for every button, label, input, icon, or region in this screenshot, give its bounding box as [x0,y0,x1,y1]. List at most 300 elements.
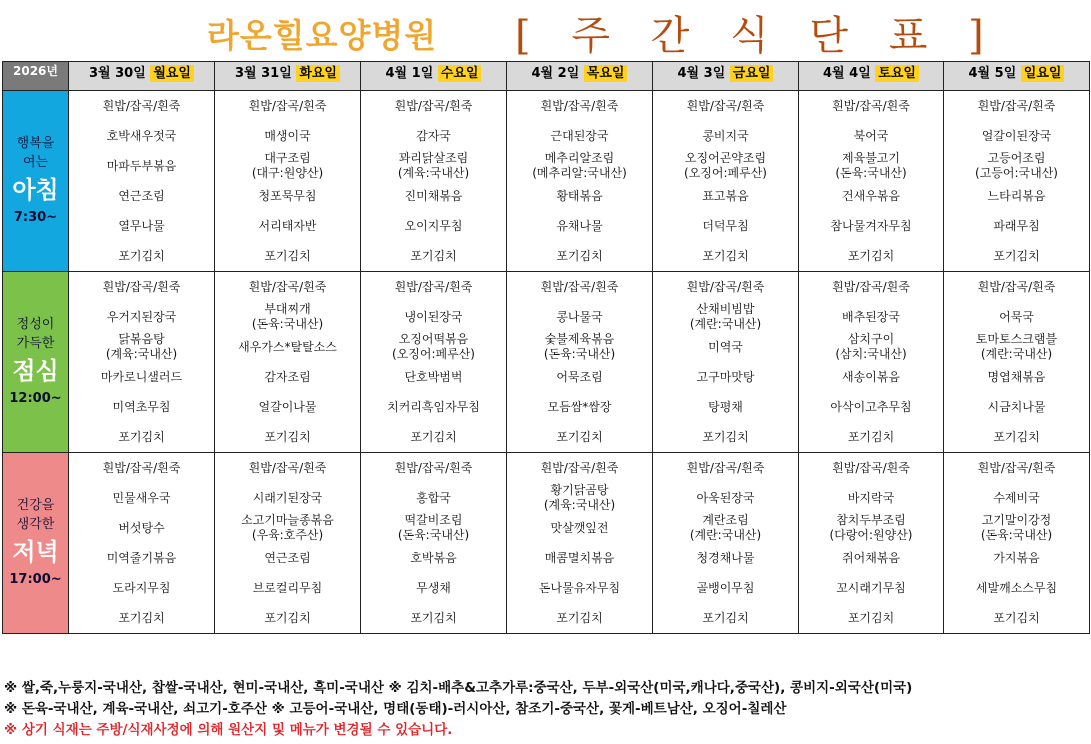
menu-item-text: 산채비빔밥 [696,302,755,316]
menu-item [944,302,1089,332]
menu-item [215,332,360,362]
menu-item [653,513,798,543]
day-menu-cell [944,453,1090,634]
menu-item-text: (돈육:국내산) [543,347,616,361]
menu-item-text: (대구:원양산) [251,166,324,180]
date-label: 4월 3일 [677,66,726,81]
menu-item-text: 포기김치 [410,429,457,444]
date-label: 4월 4일 [823,66,871,81]
menu-item [69,603,214,633]
menu-item-text: 미역초무침 [112,399,171,414]
menu-item [507,332,652,362]
origin-notes [4,678,912,741]
menu-item-text: 흰밥/잡곡/흰죽 [540,460,619,475]
day-menu-cell [799,91,944,272]
menu-item [799,422,943,452]
menu-item-text: 탕평채 [708,399,743,414]
menu-item-text: 오징어곤약조림 [684,151,767,165]
menu-item [361,181,506,211]
meal-name: 점심 [12,357,59,385]
menu-item-text: 포기김치 [410,610,457,625]
menu-item [69,573,214,603]
day-header [215,62,361,91]
menu-item [361,362,506,392]
menu-item [507,543,652,573]
menu-item-text: 꽈리닭살조림 [398,151,469,165]
menu-item-text: 콩비지국 [702,128,749,143]
menu-item-text: 참치두부조림 [836,513,906,527]
menu-item-text: 쥐어채볶음 [842,550,900,565]
weekday-label: 화요일 [296,65,340,82]
menu-item-text: 어묵국 [999,309,1034,324]
menu-item [653,211,798,241]
menu-item-text: 열무나물 [118,218,165,233]
menu-item [69,453,214,483]
menu-item [799,453,943,483]
menu-item-text: 건새우볶음 [842,188,900,203]
menu-item-text: 대구조림 [264,151,311,165]
menu-item [507,302,652,332]
menu-item-text: 포기김치 [556,610,603,625]
menu-item-text: 호박새우젓국 [106,128,177,143]
menu-item [361,392,506,422]
weekday-label: 목요일 [584,65,628,82]
day-menu-cell [507,91,653,272]
menu-item-text: 포기김치 [702,610,749,625]
menu-item-text: 포기김치 [702,248,749,263]
origin-note-1: ※ 쌀,죽,누룽지-국내산, 찹쌀-국내산, 현미-국내산, 흑미-국내산 ※ 김치-배추&고추가루:중국산, 두부-외국산(미국,캐나다,중국산), 콩비지-외국산(미국) [4,680,913,696]
menu-item [799,332,943,362]
menu-item [653,272,798,302]
menu-item-text: 오이지무침 [404,218,463,233]
meal-row [3,91,1090,272]
day-menu-cell [69,272,215,453]
menu-item [944,453,1089,483]
menu-item-text: 흰밥/잡곡/흰죽 [102,279,181,294]
page-title: [ 주 간 식 단 표 ] [515,13,998,59]
menu-item-text: 오징어떡볶음 [398,332,469,346]
menu-item-text: 포기김치 [556,248,603,263]
origin-note-2: ※ 돈육-국내산, 계육-국내산, 쇠고기-호주산 ※ 고등어-국내산, 명태(동태)-러시아산, 참조기-중국산, 꽃게-베트남산, 오징어-칠레산 [4,701,787,717]
menu-item-text: 메추리알조림 [544,151,615,165]
menu-item-text: 참나물겨자무침 [830,218,912,233]
menu-item-text: 단호박범벅 [404,369,463,384]
menu-item-text: 마파두부볶음 [106,158,177,173]
day-menu-cell [361,272,507,453]
menu-item-text: 맛살깻잎전 [550,520,609,535]
menu-item [653,543,798,573]
menu-item-text: 버섯탕수 [118,520,165,535]
menu-item-text: 포기김치 [264,429,311,444]
menu-item [944,392,1089,422]
menu-item-text: 유채나물 [556,218,603,233]
menu-item [653,121,798,151]
meal-tagline-1: 건강을 [16,498,55,513]
menu-item-text: 새송이볶음 [842,369,900,384]
day-header [361,62,507,91]
day-menu-cell [361,453,507,634]
menu-item [361,121,506,151]
weekday-label: 수요일 [438,65,482,82]
menu-item-text: 시금치나물 [987,399,1046,414]
menu-item-text: 아삭이고추무침 [830,399,912,414]
menu-item [653,362,798,392]
menu-item-text: (돈육:국내산) [835,166,907,180]
menu-item-text: (오징어:페루산) [684,166,767,180]
menu-item-text: 닭볶음탕 [118,332,165,346]
menu-item [361,332,506,362]
menu-item [361,543,506,573]
day-menu-cell [799,453,944,634]
menu-item-text: 포기김치 [264,248,311,263]
menu-item-text: 포기김치 [118,610,165,625]
menu-item [653,453,798,483]
menu-item-text: 흰밥/잡곡/흰죽 [248,460,327,475]
menu-item [507,211,652,241]
menu-item [507,272,652,302]
menu-item [215,241,360,271]
menu-item-text: 미역줄기볶음 [106,550,177,565]
meal-name: 아침 [12,176,59,204]
menu-item [799,181,943,211]
menu-item-text: 흰밥/잡곡/흰죽 [394,460,473,475]
menu-item [69,181,214,211]
day-menu-cell [215,272,361,453]
menu-item [944,272,1089,302]
menu-item [69,151,214,181]
menu-item [361,513,506,543]
menu-item [361,91,506,121]
menu-item-text: (돈육:국내산) [251,317,324,331]
menu-item-text: 포기김치 [264,610,311,625]
menu-item [69,483,214,513]
menu-item [361,422,506,452]
menu-item-text: 마카로니샐러드 [100,369,183,384]
menu-item [69,302,214,332]
menu-item [944,211,1089,241]
menu-item [69,241,214,271]
menu-item [215,573,360,603]
menu-item-text: 흰밥/잡곡/흰죽 [394,279,473,294]
menu-item [69,392,214,422]
date-label: 4월 2일 [531,66,580,81]
menu-item-text: 고기말이강정 [981,513,1052,527]
menu-item [361,272,506,302]
day-header [799,62,944,91]
menu-item [215,302,360,332]
menu-item-text: 흰밥/잡곡/흰죽 [832,460,910,475]
menu-item-text: 아욱된장국 [696,490,755,505]
menu-item [361,453,506,483]
menu-item-text: 얼갈이된장국 [981,128,1052,143]
meal-tagline-2: 생각한 [16,517,55,532]
menu-item-text: 감자조림 [264,369,311,384]
year-cell: 2026년 [3,62,69,91]
day-menu-cell [653,91,799,272]
menu-item [944,121,1089,151]
menu-item-text: 청포묵무침 [258,188,317,203]
menu-item [653,573,798,603]
menu-item-text: 무생채 [416,580,451,595]
menu-item-text: 치커리흑임자무침 [387,399,480,414]
menu-item [653,241,798,271]
menu-item-text: 모듬쌈*쌈장 [547,399,612,414]
menu-item [507,513,652,543]
menu-item [799,151,943,181]
menu-item [653,91,798,121]
menu-item-text: 느타리볶음 [987,188,1046,203]
meal-tagline-1: 행복을 [16,136,55,151]
menu-item [944,422,1089,452]
menu-item-text: 계란조림 [702,513,749,527]
menu-item-text: 제육불고기 [842,151,900,165]
date-label: 3월 31일 [235,66,292,81]
date-label: 4월 1일 [385,66,434,81]
menu-item [215,91,360,121]
menu-item [507,241,652,271]
menu-item-text: 더덕무침 [702,218,749,233]
menu-item [799,241,943,271]
meal-tagline-2: 여는 [22,155,49,170]
menu-item-text: 연근조림 [264,550,311,565]
menu-item-text: 진미채볶음 [404,188,463,203]
menu-item-text: 새우가스*탈탈소스 [238,339,337,354]
weekly-menu-table [2,61,1090,634]
menu-item-text: 흰밥/잡곡/흰죽 [102,460,181,475]
menu-item [944,181,1089,211]
menu-item [215,211,360,241]
menu-item [69,91,214,121]
menu-item-text: 연근조림 [118,188,165,203]
menu-item-text: 흰밥/잡곡/흰죽 [686,98,765,113]
weekday-label: 일요일 [1021,65,1065,82]
menu-item [507,362,652,392]
menu-item-text: 흰밥/잡곡/흰죽 [248,279,327,294]
menu-item [944,151,1089,181]
menu-body [3,91,1090,634]
menu-item-text: (계육:국내산) [105,347,178,361]
menu-item-text: 골뱅이무침 [696,580,755,595]
menu-item-text: 포기김치 [847,610,895,625]
menu-item [215,513,360,543]
menu-item-text: 흰밥/잡곡/흰죽 [686,279,765,294]
day-menu-cell [507,453,653,634]
menu-item-text: 흰밥/잡곡/흰죽 [540,98,619,113]
menu-item [799,272,943,302]
menu-item [361,211,506,241]
day-menu-cell [653,453,799,634]
day-header [944,62,1090,91]
menu-item [215,422,360,452]
menu-item [215,362,360,392]
menu-item [944,91,1089,121]
day-menu-cell [69,91,215,272]
menu-item [215,543,360,573]
menu-item [799,121,943,151]
menu-item-text: 흰밥/잡곡/흰죽 [977,279,1056,294]
page-header [0,0,1091,60]
menu-item [944,573,1089,603]
menu-item [944,543,1089,573]
day-menu-cell [69,453,215,634]
day-menu-cell [215,453,361,634]
menu-item-text: 돈나물유자무침 [538,580,621,595]
menu-item-text: 황기닭곰탕 [550,483,609,497]
meal-row [3,453,1090,634]
menu-item [653,302,798,332]
menu-item [215,151,360,181]
menu-item-text: (메추리알:국내산) [532,166,627,180]
meal-time: 17:00~ [9,572,62,587]
menu-item-text: 토마토스크램블 [975,332,1058,346]
menu-item [361,573,506,603]
menu-item [69,362,214,392]
menu-item-text: 냉이된장국 [404,309,463,324]
day-header [507,62,653,91]
menu-item [799,211,943,241]
meal-tagline-2: 가득한 [16,336,55,351]
menu-item-text: 흰밥/잡곡/흰죽 [248,98,327,113]
menu-item-text: 흰밥/잡곡/흰죽 [832,98,910,113]
menu-item-text: 시래기된장국 [252,490,323,505]
menu-item [944,483,1089,513]
menu-item-text: 삼치구이 [847,332,895,346]
menu-item-text: 고등어조림 [987,151,1046,165]
menu-item [799,362,943,392]
hospital-name: 라온힐요양병원 [207,16,438,55]
menu-item [215,483,360,513]
menu-item [799,392,943,422]
weekday-label: 토요일 [875,65,919,82]
menu-item-text: 감자국 [416,128,451,143]
menu-item-text: (계육:국내산) [397,166,470,180]
menu-item-text: 명엽채볶음 [987,369,1046,384]
menu-item [361,151,506,181]
menu-item [653,332,798,362]
menu-item [69,121,214,151]
menu-item-text: 포기김치 [993,610,1040,625]
menu-item [507,422,652,452]
menu-item [799,603,943,633]
menu-item [799,483,943,513]
menu-item-text: 흰밥/잡곡/흰죽 [394,98,473,113]
menu-item [507,91,652,121]
menu-item [361,302,506,332]
menu-item-text: 근대된장국 [550,128,609,143]
date-label: 3월 30일 [89,66,146,81]
menu-item-text: 바지락국 [847,490,895,505]
menu-item [361,483,506,513]
menu-item-text: 얼갈이나물 [258,399,317,414]
day-menu-cell [653,272,799,453]
menu-item [361,603,506,633]
menu-item [799,302,943,332]
menu-item [361,241,506,271]
menu-item-text: 북어국 [853,128,889,143]
menu-item-text: 세발깨소스무침 [975,580,1058,595]
weekday-label: 금요일 [730,65,774,82]
meal-row [3,272,1090,453]
menu-item [215,603,360,633]
menu-item [944,513,1089,543]
menu-item [653,181,798,211]
menu-item [653,422,798,452]
menu-item [507,392,652,422]
menu-item [507,181,652,211]
menu-item-text: 꼬시래기무침 [836,580,906,595]
menu-item-text: 부대찌개 [264,302,311,316]
menu-item-text: (오징어:페루산) [392,347,475,361]
menu-item [799,513,943,543]
menu-item-text: 황태볶음 [556,188,603,203]
day-menu-cell [944,272,1090,453]
menu-item-text: 가지볶음 [993,550,1040,565]
menu-item [507,573,652,603]
meal-label-cell [3,91,69,272]
menu-item-text: 포기김치 [847,429,895,444]
day-menu-cell [799,272,944,453]
meal-tagline-1: 정성이 [16,317,55,332]
menu-item-text: 브로컬리무침 [252,580,323,595]
menu-item-text: 우거지된장국 [106,309,177,324]
menu-item-text: 포기김치 [847,248,895,263]
change-notice: ※ 상기 식재는 주방/식재사정에 의해 원산지 및 메뉴가 변경될 수 있습니다. [4,722,453,738]
menu-item [944,241,1089,271]
menu-item-text: 포기김치 [556,429,603,444]
menu-item [799,91,943,121]
menu-item [944,362,1089,392]
menu-item-text: 민물새우국 [112,490,171,505]
menu-item [215,181,360,211]
day-menu-cell [215,91,361,272]
menu-item [507,151,652,181]
menu-item-text: 흰밥/잡곡/흰죽 [977,460,1056,475]
menu-item-text: (계란:국내산) [689,528,762,542]
menu-item-text: (돈육:국내산) [397,528,470,542]
menu-item-text: 포기김치 [118,429,165,444]
menu-item [653,603,798,633]
menu-item-text: 소고기마늘종볶음 [241,513,334,527]
menu-item-text: 수제비국 [993,490,1040,505]
menu-item-text: 서리태자반 [258,218,317,233]
menu-item [69,211,214,241]
menu-item-text: (삼치:국내산) [835,347,907,361]
menu-item-text: (돈육:국내산) [980,528,1053,542]
menu-item-text: (다랑어:원양산) [829,528,913,542]
day-header [69,62,215,91]
menu-item [799,573,943,603]
menu-item-text: 청경채나물 [696,550,755,565]
menu-item [69,513,214,543]
menu-item [653,392,798,422]
menu-item-text: 숯불제육볶음 [544,332,615,346]
weekday-label: 월요일 [150,65,194,82]
menu-item-text: 포기김치 [702,429,749,444]
meal-label-cell [3,453,69,634]
menu-item [69,332,214,362]
menu-item [215,453,360,483]
menu-item [944,332,1089,362]
menu-item-text: 흰밥/잡곡/흰죽 [686,460,765,475]
menu-item-text: 파래무침 [993,218,1040,233]
menu-item [507,121,652,151]
menu-item-text: (고등어:국내산) [975,166,1058,180]
meal-name: 저녁 [12,538,59,566]
day-header [653,62,799,91]
menu-item [69,543,214,573]
menu-item-text: 홍합국 [416,490,451,505]
menu-item [944,603,1089,633]
